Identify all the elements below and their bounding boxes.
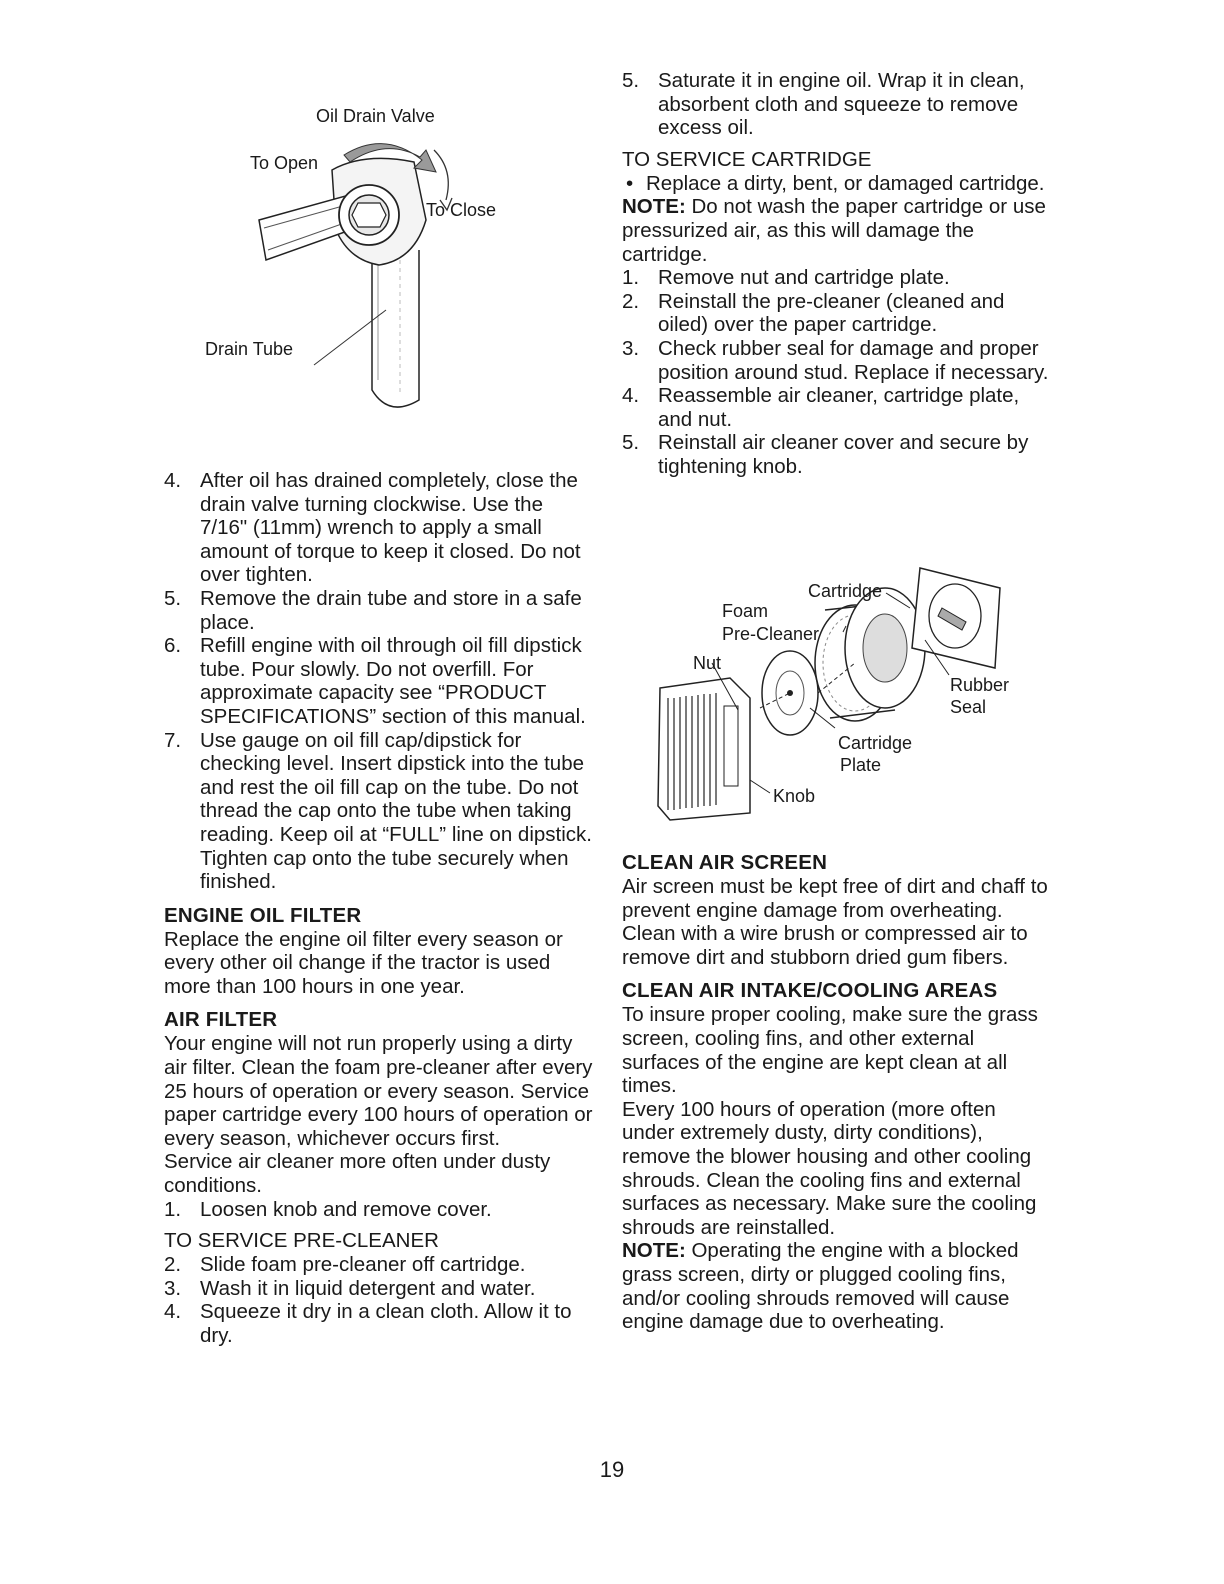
seal-label: Seal [950, 697, 987, 717]
note-cartridge: NOTE: Do not wash the paper cartridge or use pressurized air, as this will damage the cartridge. [622, 195, 1046, 266]
list-item: 2. Reinstall the pre-cleaner (cleaned and oiled) over the paper cartridge. [622, 289, 1005, 337]
list-item: 5. Reinstall air cleaner cover and secure by tightening knob. [622, 431, 1029, 478]
pre-cleaner-heading: TO SERVICE PRE-CLEANER [164, 1229, 439, 1253]
foam-label: Foam [722, 601, 769, 621]
cartridge-plate-label-1: Cartridge [838, 733, 913, 753]
list-item: 1. Loosen knob and remove cover. [164, 1197, 492, 1221]
list-item: 3. Check rubber seal for damage and proper position around stud. Replace if necessary. [622, 336, 1049, 384]
cartridge-plate-label-2: Plate [840, 755, 882, 775]
list-item: 4. Squeeze it dry in a clean cloth. Allow it to dry. [164, 1300, 572, 1347]
list-item: 5. Saturate it in engine oil. Wrap it in clean, absorbent cloth and squeeze to remove excess oil. [622, 69, 1025, 140]
pre-cleaner-label: Pre-Cleaner [722, 624, 820, 644]
engine-oil-filter-heading: ENGINE OIL FILTER [164, 903, 362, 927]
page-number: 19 [599, 1457, 625, 1482]
oil-drain-valve-illustration [164, 100, 594, 420]
engine-oil-filter-text: Replace the engine oil filter every season or every other oil change if the tractor is used more than 100 hours in one year. [164, 927, 563, 998]
clean-air-intake-text-2: Every 100 hours of operation (more often under extremely dusty, dirty conditions), remove the blower housing and other cooling shrouds. Clean the cooling fins and external surfaces as necessary. Make sure the cooling shrouds are reinstalled. [622, 1097, 1037, 1239]
note-overheating: NOTE: Operating the engine with a blocked grass screen, dirty or plugged cooling fins, and/or cooling shrouds removed will cause engine damage due to overheating. [622, 1239, 1019, 1334]
air-filter-heading: AIR FILTER [164, 1008, 278, 1032]
knob-label: Knob [773, 786, 816, 806]
air-filter-text-2: Service air cleaner more often under dusty conditions. [164, 1150, 551, 1198]
clean-air-screen-heading: CLEAN AIR SCREEN [622, 851, 828, 874]
to-close-label: To Close [426, 200, 497, 220]
oil-drain-valve-title: Oil Drain Valve [316, 106, 435, 126]
air-filter-text: Your engine will not run properly using a dirty air filter. Clean the foam pre-cleaner after every 25 hours of operation or every season. Service paper cartridge every 100 hours of operation or every season, whichever occurs first. [164, 1032, 593, 1150]
cartridge-label: Cartridge [808, 581, 883, 601]
list-item: 3. Wash it in liquid detergent and water. [164, 1276, 536, 1300]
list-item: 2. Slide foam pre-cleaner off cartridge. [164, 1253, 526, 1277]
clean-air-intake-heading: CLEAN AIR INTAKE/COOLING AREAS [622, 979, 998, 1003]
cartridge-heading: TO SERVICE CARTRIDGE [622, 147, 872, 171]
list-item: • Replace a dirty, bent, or damaged cartridge. [626, 171, 1045, 195]
clean-air-screen-text: Air screen must be kept free of dirt and chaff to prevent engine damage from overheating. Clean with a wire brush or compressed air to remove dirt and stubborn dried gum fibers. [622, 875, 1048, 969]
rubber-label: Rubber [950, 675, 1010, 695]
nut-label: Nut [693, 653, 722, 673]
list-item: 5. Remove the drain tube and store in a safe place. [164, 586, 582, 634]
air-cleaner-figure [650, 548, 1030, 838]
list-item: 4. After oil has drained completely, close the drain valve turning clockwise. Use the 7/16" (11mm) wrench to apply a small amount of torque to keep it closed. Do not over tighten. [164, 469, 581, 587]
clean-air-intake-text-1: To insure proper cooling, make sure the grass screen, cooling fins, and other external surfaces of the engine are kept clean at all times. [622, 1003, 1038, 1098]
right-column-bottom [622, 851, 1052, 1334]
oil-change-steps [164, 469, 594, 894]
left-column-text [164, 469, 594, 1348]
list-item: 1. Remove nut and cartridge plate. [622, 266, 950, 290]
list-item: 6. Refill engine with oil through oil fill dipstick tube. Pour slowly. Do not overfill. For approximate capacity see “PRODUCT SPECIFICATIONS” section of this manual. [164, 634, 586, 728]
to-open-label: To Open [250, 153, 319, 173]
right-column-top [622, 69, 1052, 479]
list-item: 7. Use gauge on oil fill cap/dipstick for checking level. Insert dipstick into the tube and rest the oil fill cap on the tube. Do not thread the cap onto the tube when taking reading. Keep oil at “FULL” line on dipstick. Tighten cap onto the tube securely when finished. [164, 728, 592, 894]
drain-tube-label: Drain Tube [205, 339, 294, 359]
list-item: 4. Reassemble air cleaner, cartridge plate, and nut. [622, 384, 1020, 431]
oil-drain-valve-figure [164, 100, 594, 420]
